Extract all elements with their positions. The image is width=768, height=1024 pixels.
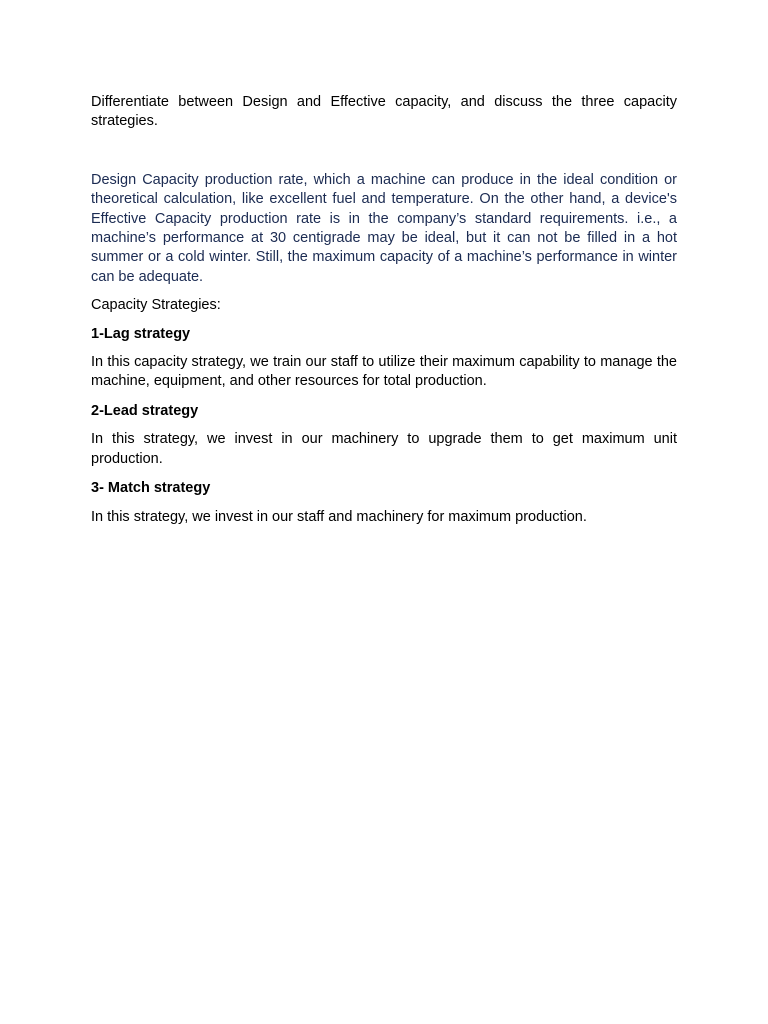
answer-text: Design Capacity production rate, which a machine can produce in the ideal condition or theoretical calculation, like excellent fuel and temperature. On the other hand, a device's Effective Capacity production rate is in the company’s standard requirements. i.e., a machine’s performance at 30 centigrade may be ideal, but it can not be filled in a hot summer or a cold winter. Still, the maximum capacity of a machine’s performance in winter can be adequate. [91, 171, 677, 285]
question-text: Differentiate between Design and Effective capacity, and discuss the three capacity strategies. [91, 94, 677, 130]
strategy-heading: 2-Lead strategy [91, 402, 199, 419]
strategy-section-lead [91, 402, 677, 469]
strategy-heading: 3- Match strategy [91, 480, 211, 497]
strategy-text: In this strategy, we invest in our staff and machinery for maximum production. [91, 508, 587, 525]
strategies-title: Capacity Strategies: [91, 297, 221, 314]
document-page [91, 93, 677, 537]
strategy-text: In this strategy, we invest in our machinery to upgrade them to get maximum unit production. [91, 431, 677, 467]
strategy-section-match [91, 479, 677, 527]
strategy-heading: 1-Lag strategy [91, 325, 191, 342]
strategy-text: In this capacity strategy, we train our staff to utilize their maximum capability to manage the machine, equipment, and other resources for total production. [91, 354, 677, 390]
strategy-section-lag [91, 325, 677, 392]
